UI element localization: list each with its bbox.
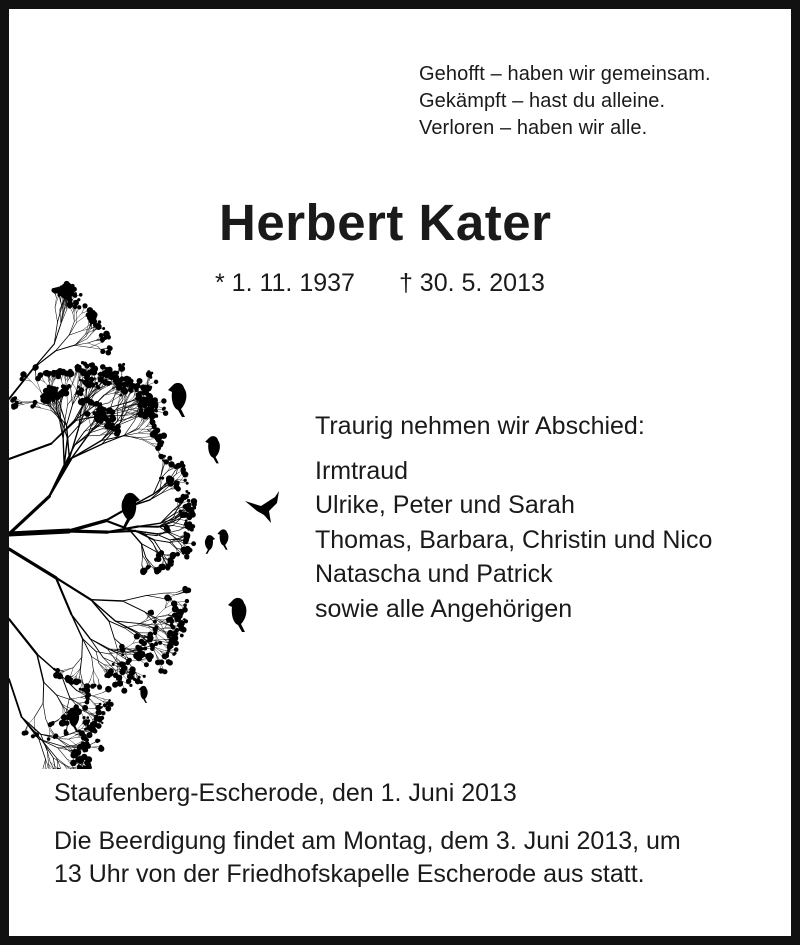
motto-verse [419, 61, 711, 142]
farewell-intro: Traurig nehmen wir Abschied: [315, 412, 645, 440]
mourners-list [315, 409, 712, 626]
funeral-line: 13 Uhr von der Friedhofskapelle Escherode aus statt. [54, 860, 645, 888]
funeral-line: Die Beerdigung findet am Montag, dem 3. Juni 2013, um [54, 827, 681, 855]
birth-date: * 1. 11. 1937 [215, 269, 355, 297]
mourner-name: sowie alle Angehörigen [315, 594, 573, 623]
mourner-name: Irmtraud [315, 456, 409, 485]
tree-with-birds-illustration [9, 259, 309, 769]
motto-line: Gekämpft – hast du alleine. [419, 90, 666, 112]
funeral-details [54, 825, 681, 891]
motto-line: Verloren – haben wir alle. [419, 117, 648, 139]
mourner-name: Ulrike, Peter und Sarah [315, 491, 575, 519]
place-and-date: Staufenberg-Escherode, den 1. Juni 2013 [54, 779, 517, 807]
mourner-name: Thomas, Barbara, Christin und Nico [315, 525, 713, 554]
death-date: † 30. 5. 2013 [398, 269, 545, 297]
deceased-name: Herbert Kater [219, 194, 552, 251]
motto-line: Gehofft – haben wir gemeinsam. [419, 63, 711, 85]
mourner-name: Natascha und Patrick [315, 560, 553, 588]
